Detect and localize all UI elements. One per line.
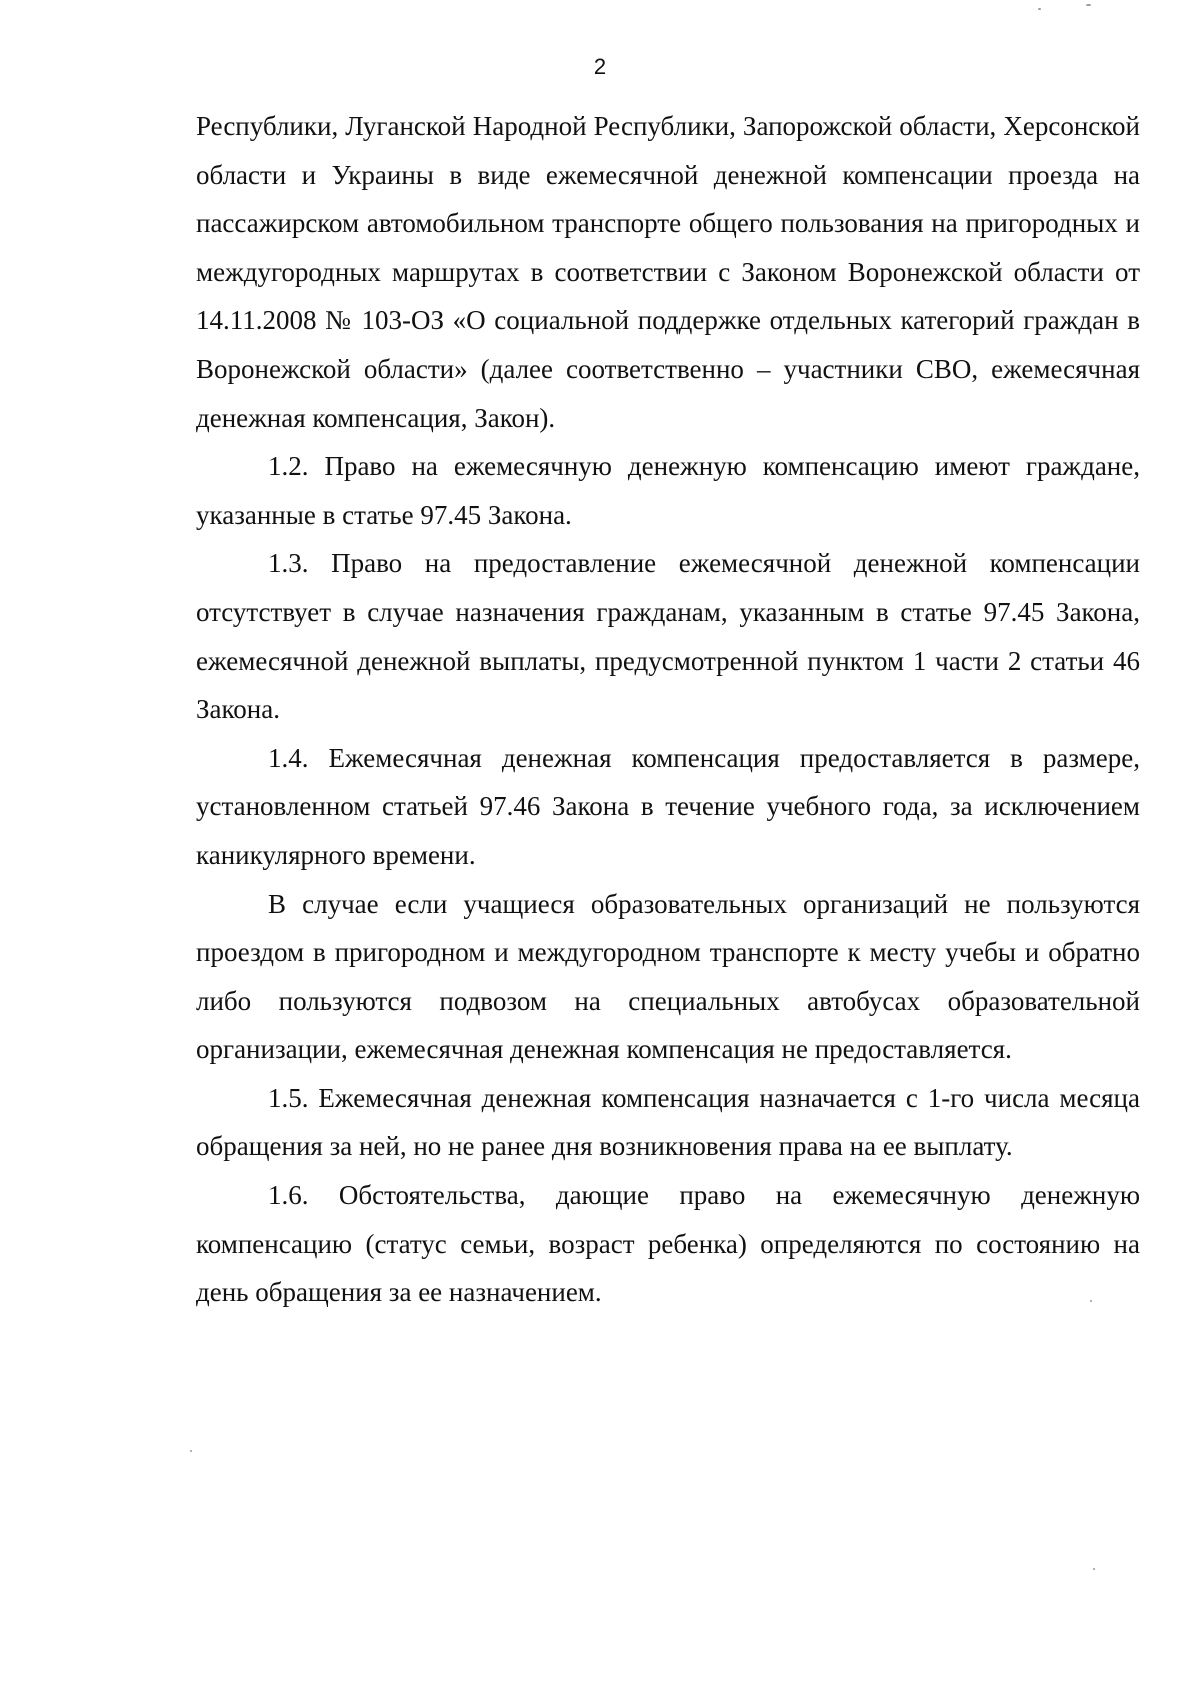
paragraph-1-6: 1.6. Обстоятельства, дающие право на ежемесячную денежную компенсацию (статус семьи, возраст ребенка) определяются по состоянию на день обращения за ее назначением. xyxy=(196,1180,1140,1308)
page-number: 2 xyxy=(593,54,607,79)
scan-speck xyxy=(190,1450,192,1452)
paragraph-1-4-exception: В случае если учащиеся образовательных организаций не пользуются проездом в пригородном и междугородном транспорте к месту учебы и обратно либо пользуются подвозом на специальных автобусах образовательной организации, ежемесячная денежная компенсация не предоставляется. xyxy=(196,888,1140,1065)
scan-speck xyxy=(1086,4,1091,6)
paragraph-1-3: 1.3. Право на предоставление ежемесячной денежной компенсации отсутствует в случае назначения гражданам, указанным в статье 97.45 Закона, ежемесячной денежной выплаты, предусмотренной пунктом 1 части 2 статьи 46 Закона. xyxy=(196,548,1140,725)
paragraph-1-5: 1.5. Ежемесячная денежная компенсация назначается с 1-го числа месяца обращения за ней, но не ранее дня возникновения права на ее выплату. xyxy=(196,1082,1140,1162)
scan-speck xyxy=(1093,1568,1095,1570)
scan-speck xyxy=(1038,8,1041,10)
paragraph-intro-continuation: Республики, Луганской Народной Республики, Запорожской области, Херсонской области и Украины в виде ежемесячной денежной компенсации проезда на пассажирском автомобильном транспорте общего пользования на пригородных и междугородных маршрутах в соответствии с Законом Воронежской области от 14.11.2008 № 103-ОЗ «О социальной поддержке отдельных категорий граждан в Воронежской области» (далее соответственно – участники СВО, ежемесячная денежная компенсация, Закон). xyxy=(196,111,1140,433)
paragraph-1-4: 1.4. Ежемесячная денежная компенсация предоставляется в размере, установленном статьей 97.46 Закона в течение учебного года, за исключением каникулярного времени. xyxy=(196,742,1140,870)
paragraph-1-2: 1.2. Право на ежемесячную денежную компенсацию имеют граждане, указанные в статье 97.45 Закона. xyxy=(196,451,1140,530)
document-body xyxy=(196,102,1140,1317)
scan-speck xyxy=(1090,1300,1092,1302)
